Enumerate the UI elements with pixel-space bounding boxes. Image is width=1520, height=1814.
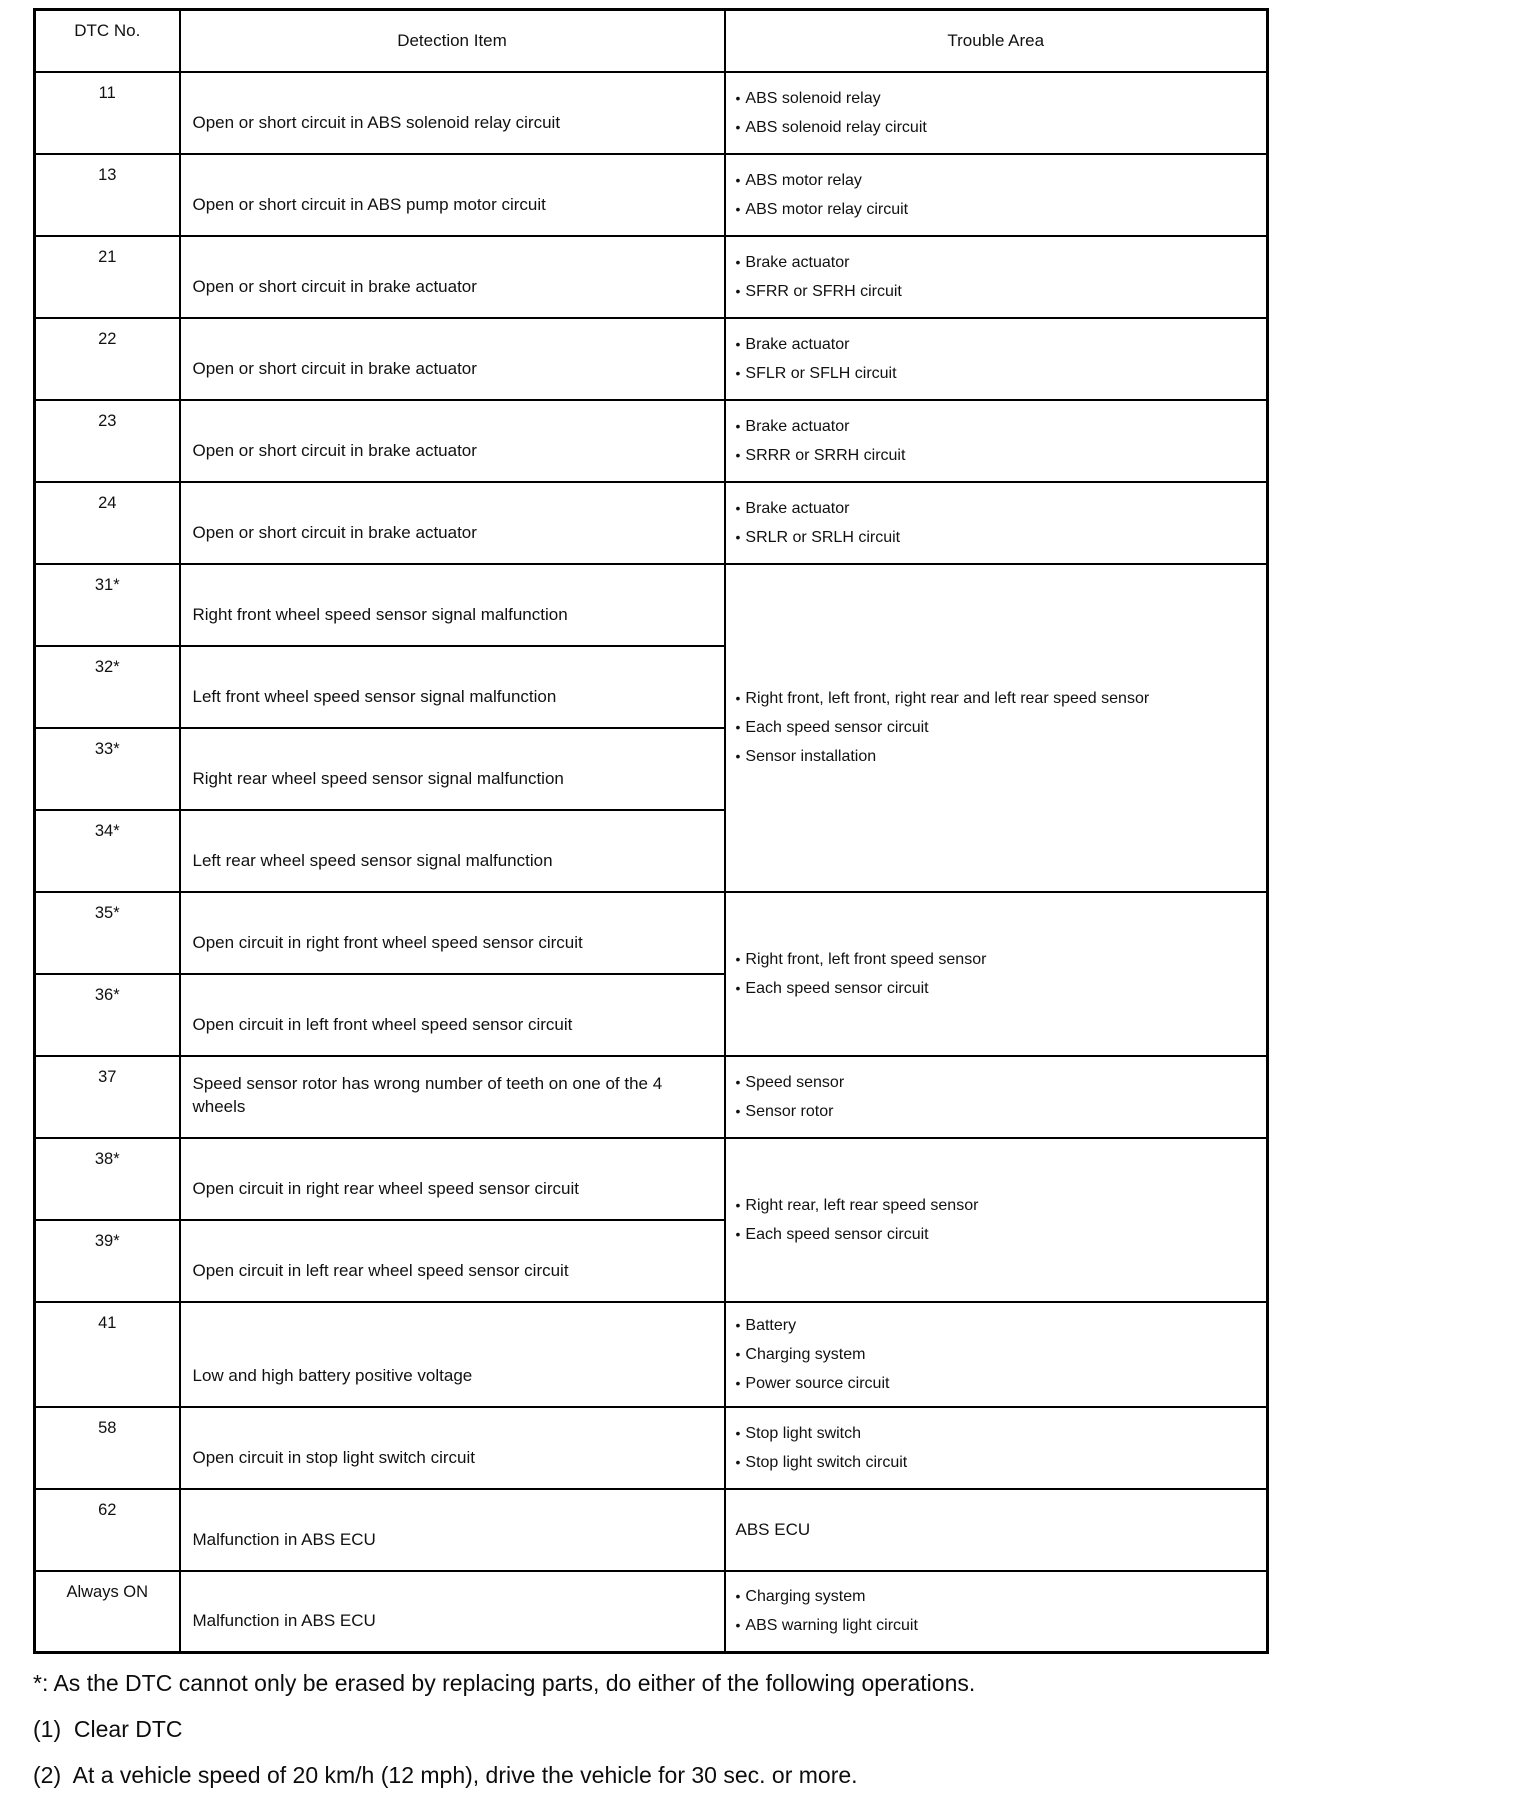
trouble-bullet-text: Power source circuit: [745, 1374, 890, 1392]
trouble-bullet-item: [736, 1340, 1261, 1369]
table-row: [35, 1407, 1268, 1489]
detection-item-cell: Right rear wheel speed sensor signal malfunction: [180, 728, 725, 810]
footnote-asterisk: *: As the DTC cannot only be erased by replacing parts, do either of the following operations.: [33, 1670, 976, 1696]
trouble-bullet-text: ABS warning light circuit: [745, 1617, 918, 1635]
trouble-bullet-text: Each speed sensor circuit: [745, 719, 929, 736]
bullet-icon: •: [735, 200, 741, 217]
trouble-bullet-item: [736, 248, 1261, 277]
table-row: [35, 1571, 1268, 1653]
bullet-icon: •: [735, 1424, 741, 1441]
trouble-bullet-text: SRRR or SRRH circuit: [745, 446, 906, 464]
table-row: [35, 400, 1268, 482]
dtc-number-cell: 39*: [35, 1220, 180, 1302]
trouble-area-cell: [725, 236, 1268, 318]
bullet-icon: •: [735, 528, 741, 545]
detection-item-cell: Open or short circuit in brake actuator: [180, 482, 725, 564]
trouble-bullet-text: Brake actuator: [745, 253, 850, 271]
dtc-number-cell: 11: [35, 72, 180, 154]
trouble-area-cell: [725, 400, 1268, 482]
table-row: [35, 1138, 1268, 1220]
trouble-bullet-text: SFRR or SFRH circuit: [745, 282, 902, 300]
trouble-bullet-item: [736, 359, 1261, 388]
bullet-icon: •: [735, 1102, 741, 1119]
trouble-bullet-text: Right front, left front, right rear and left rear speed sensor: [745, 690, 1150, 707]
trouble-area-cell: [725, 154, 1268, 236]
trouble-bullet-item: [736, 412, 1261, 441]
dtc-number-cell: Always ON: [35, 1571, 180, 1653]
bullet-icon: •: [735, 719, 741, 735]
trouble-area-cell: [725, 1056, 1268, 1138]
dtc-number-cell: 13: [35, 154, 180, 236]
dtc-number-cell: 34*: [35, 810, 180, 892]
dtc-number-cell: 21: [35, 236, 180, 318]
bullet-icon: •: [735, 748, 741, 764]
dtc-number-cell: 32*: [35, 646, 180, 728]
trouble-bullet-text: Battery: [745, 1316, 797, 1334]
bullet-icon: •: [735, 1588, 741, 1605]
trouble-area-cell: [725, 892, 1268, 1056]
bullet-icon: •: [735, 335, 741, 352]
trouble-area-cell: [725, 1138, 1268, 1302]
dtc-number-cell: 38*: [35, 1138, 180, 1220]
trouble-bullet-text: Brake actuator: [745, 417, 850, 435]
trouble-area-cell: [725, 1489, 1268, 1571]
trouble-bullet-text: Sensor rotor: [745, 1102, 834, 1120]
dtc-number-cell: 58: [35, 1407, 180, 1489]
trouble-bullet-item: [736, 494, 1261, 523]
bullet-icon: •: [735, 499, 741, 516]
trouble-bullet-text: Speed sensor: [745, 1073, 845, 1091]
trouble-bullet-text: Charging system: [745, 1588, 866, 1606]
table-row: [35, 236, 1268, 318]
bullet-icon: •: [735, 1374, 741, 1391]
footnotes: [33, 1668, 1273, 1790]
table-row: [35, 1056, 1268, 1138]
bullet-icon: •: [735, 1073, 741, 1090]
table-header-dtc-no: DTC No.: [35, 10, 180, 72]
detection-item-cell: Open or short circuit in ABS pump motor circuit: [180, 154, 725, 236]
bullet-icon: •: [735, 979, 741, 996]
table-row: [35, 482, 1268, 564]
trouble-area-cell: [725, 1302, 1268, 1407]
trouble-bullet-text: Right front, left front speed sensor: [745, 950, 987, 968]
bullet-icon: •: [735, 364, 741, 381]
dtc-number-cell: 31*: [35, 564, 180, 646]
dtc-table-body: [35, 72, 1268, 1653]
detection-item-cell: Open circuit in left rear wheel speed sensor circuit: [180, 1220, 725, 1302]
trouble-bullet-item: [736, 713, 1261, 742]
trouble-bullet-item: [736, 1191, 1261, 1220]
table-row: [35, 1489, 1268, 1571]
trouble-bullet-item: [736, 195, 1261, 224]
bullet-icon: •: [735, 89, 741, 106]
trouble-bullet-text: Sensor installation: [745, 748, 877, 765]
trouble-bullet-item: [736, 113, 1261, 142]
trouble-bullet-item: [736, 742, 1261, 771]
trouble-bullet-text: Charging system: [745, 1345, 866, 1363]
trouble-bullet-text: Right rear, left rear speed sensor: [745, 1196, 979, 1214]
trouble-bullet-text: Stop light switch circuit: [745, 1453, 908, 1471]
trouble-bullet-item: [736, 330, 1261, 359]
dtc-number-cell: 36*: [35, 974, 180, 1056]
dtc-number-cell: 23: [35, 400, 180, 482]
bullet-icon: •: [735, 1345, 741, 1362]
detection-item-cell: Open or short circuit in brake actuator: [180, 400, 725, 482]
table-row: [35, 564, 1268, 646]
trouble-area-cell: [725, 72, 1268, 154]
table-row: [35, 892, 1268, 974]
detection-item-cell: Open or short circuit in ABS solenoid relay circuit: [180, 72, 725, 154]
trouble-plain-text: ABS ECU: [735, 1519, 811, 1539]
dtc-number-cell: 24: [35, 482, 180, 564]
detection-item-cell: Right front wheel speed sensor signal malfunction: [180, 564, 725, 646]
detection-item-cell: Open circuit in left front wheel speed sensor circuit: [180, 974, 725, 1056]
trouble-bullet-item: [736, 1582, 1261, 1611]
bullet-icon: •: [735, 950, 741, 967]
trouble-bullet-text: ABS solenoid relay: [745, 89, 881, 107]
dtc-number-cell: 41: [35, 1302, 180, 1407]
table-row: [35, 72, 1268, 154]
bullet-icon: •: [735, 253, 741, 270]
bullet-icon: •: [735, 1225, 741, 1242]
trouble-area-cell: [725, 318, 1268, 400]
trouble-bullet-item: [736, 1311, 1261, 1340]
detection-item-cell: Open or short circuit in brake actuator: [180, 318, 725, 400]
trouble-area-cell: [725, 1407, 1268, 1489]
trouble-area-cell: [725, 482, 1268, 564]
table-row: [35, 1302, 1268, 1407]
table-header-trouble-area: Trouble Area: [725, 10, 1268, 72]
footnote-2: (2) At a vehicle speed of 20 km/h (12 mph), drive the vehicle for 30 sec. or more.: [33, 1762, 858, 1788]
dtc-table: [33, 8, 1269, 1654]
bullet-icon: •: [735, 417, 741, 434]
detection-item-cell: Speed sensor rotor has wrong number of teeth on one of the 4 wheels: [180, 1056, 725, 1138]
trouble-bullet-item: [736, 1220, 1261, 1249]
bullet-icon: •: [735, 1617, 741, 1634]
bullet-icon: •: [735, 1316, 741, 1333]
trouble-area-cell: [725, 1571, 1268, 1653]
trouble-bullet-text: ABS motor relay: [745, 171, 862, 189]
trouble-bullet-text: SRLR or SRLH circuit: [745, 528, 901, 546]
trouble-bullet-item: [736, 166, 1261, 195]
table-header-row: [35, 10, 1268, 72]
bullet-icon: •: [735, 1196, 741, 1213]
trouble-bullet-text: Brake actuator: [745, 335, 850, 353]
bullet-icon: •: [735, 171, 741, 188]
trouble-bullet-item: [736, 1068, 1261, 1097]
trouble-bullet-text: Brake actuator: [745, 499, 850, 517]
detection-item-cell: Open or short circuit in brake actuator: [180, 236, 725, 318]
dtc-number-cell: 22: [35, 318, 180, 400]
dtc-number-cell: 35*: [35, 892, 180, 974]
bullet-icon: •: [735, 690, 741, 706]
trouble-bullet-item: [736, 1419, 1261, 1448]
table-header-detection-item: Detection Item: [180, 10, 725, 72]
trouble-bullet-item: [736, 84, 1261, 113]
bullet-icon: •: [735, 282, 741, 299]
detection-item-cell: Malfunction in ABS ECU: [180, 1489, 725, 1571]
trouble-bullet-item: [736, 1448, 1261, 1477]
trouble-bullet-text: Each speed sensor circuit: [745, 979, 929, 997]
trouble-area-cell: [725, 564, 1268, 892]
detection-item-cell: Open circuit in right front wheel speed sensor circuit: [180, 892, 725, 974]
dtc-number-cell: 37: [35, 1056, 180, 1138]
detection-item-cell: Low and high battery positive voltage: [180, 1302, 725, 1407]
trouble-bullet-item: [736, 277, 1261, 306]
bullet-icon: •: [735, 1453, 741, 1470]
footnote-1: (1) Clear DTC: [33, 1716, 183, 1742]
bullet-icon: •: [735, 118, 741, 135]
detection-item-cell: Left front wheel speed sensor signal malfunction: [180, 646, 725, 728]
trouble-bullet-item: [736, 523, 1261, 552]
detection-item-cell: Open circuit in stop light switch circuit: [180, 1407, 725, 1489]
bullet-icon: •: [735, 446, 741, 463]
dtc-number-cell: 33*: [35, 728, 180, 810]
trouble-bullet-text: ABS solenoid relay circuit: [745, 118, 927, 136]
trouble-bullet-item: [736, 684, 1261, 713]
trouble-bullet-text: ABS motor relay circuit: [745, 200, 909, 218]
trouble-bullet-item: [736, 1097, 1261, 1126]
detection-item-cell: Malfunction in ABS ECU: [180, 1571, 725, 1653]
trouble-bullet-item: [736, 1369, 1261, 1398]
trouble-bullet-text: SFLR or SFLH circuit: [745, 364, 897, 382]
table-row: [35, 318, 1268, 400]
dtc-number-cell: 62: [35, 1489, 180, 1571]
trouble-bullet-item: [736, 1611, 1261, 1640]
trouble-bullet-text: Stop light switch: [745, 1424, 862, 1442]
detection-item-cell: Open circuit in right rear wheel speed sensor circuit: [180, 1138, 725, 1220]
trouble-bullet-text: Each speed sensor circuit: [745, 1225, 929, 1243]
trouble-bullet-item: [736, 945, 1261, 974]
trouble-bullet-item: [736, 441, 1261, 470]
table-row: [35, 154, 1268, 236]
trouble-bullet-item: [736, 974, 1261, 1003]
detection-item-cell: Left rear wheel speed sensor signal malfunction: [180, 810, 725, 892]
